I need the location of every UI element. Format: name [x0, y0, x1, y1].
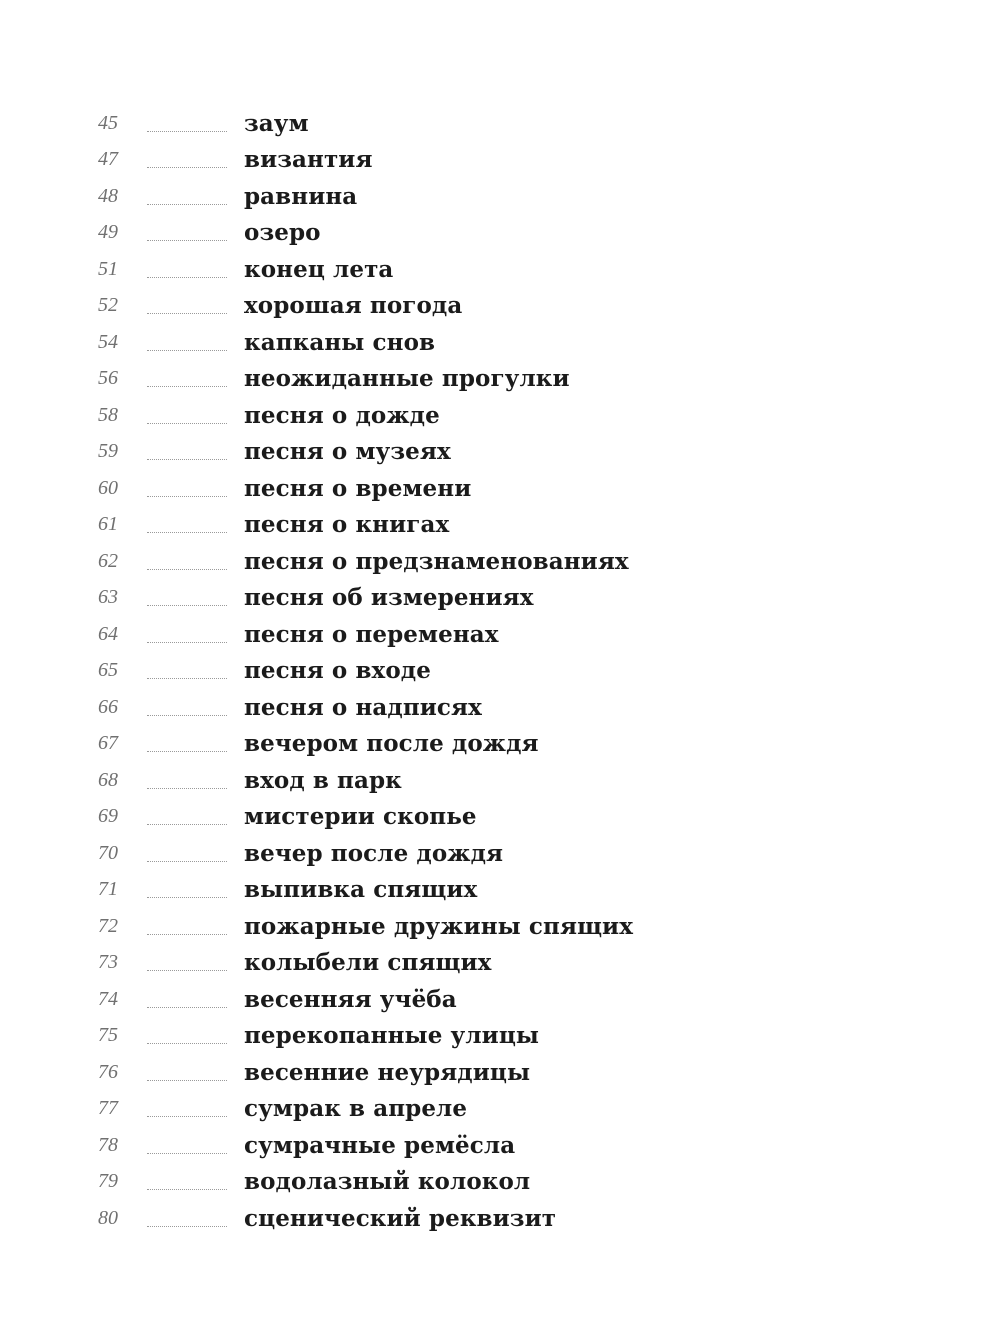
- page-number: 56: [98, 367, 118, 390]
- entry-title: выпивка спящих: [244, 876, 478, 904]
- entry-title: сценический реквизит: [244, 1204, 557, 1232]
- dotted-leader: [147, 1189, 227, 1190]
- page-number: 63: [98, 586, 118, 609]
- dotted-leader: [147, 532, 227, 533]
- dotted-leader: [147, 751, 227, 752]
- entry-title: хорошая погода: [244, 292, 463, 320]
- toc-entry: [0, 726, 1000, 763]
- entry-title: колыбели спящих: [244, 949, 492, 977]
- toc-entry: [0, 543, 1000, 580]
- page-number: 60: [98, 476, 118, 499]
- page-number: 64: [98, 622, 118, 645]
- toc-entry: [0, 1200, 1000, 1237]
- page-number: 74: [98, 987, 118, 1010]
- toc-entry: [0, 762, 1000, 799]
- page-number: 77: [98, 1097, 118, 1120]
- toc-entry: [0, 689, 1000, 726]
- entry-title: песня о времени: [244, 474, 472, 502]
- page-number: 45: [98, 111, 118, 134]
- entry-title: песня о надписях: [244, 693, 482, 721]
- dotted-leader: [147, 1007, 227, 1008]
- entry-title: песня об измерениях: [244, 584, 534, 612]
- dotted-leader: [147, 167, 227, 168]
- dotted-leader: [147, 240, 227, 241]
- entry-title: весенние неурядицы: [244, 1058, 531, 1086]
- toc-entry: [0, 616, 1000, 653]
- toc-entry: [0, 1127, 1000, 1164]
- page-number: 66: [98, 695, 118, 718]
- entry-title: перекопанные улицы: [244, 1022, 540, 1050]
- entry-title: песня о предзнаменованиях: [244, 547, 629, 575]
- toc-entry: [0, 580, 1000, 617]
- page-number: 68: [98, 768, 118, 791]
- toc-entry: [0, 872, 1000, 909]
- toc-entry: [0, 945, 1000, 982]
- entry-title: неожиданные прогулки: [244, 365, 570, 393]
- page-number: 70: [98, 841, 118, 864]
- dotted-leader: [147, 934, 227, 935]
- dotted-leader: [147, 386, 227, 387]
- dotted-leader: [147, 642, 227, 643]
- dotted-leader: [147, 897, 227, 898]
- entry-title: песня о входе: [244, 657, 431, 685]
- page-number: 67: [98, 732, 118, 755]
- dotted-leader: [147, 496, 227, 497]
- dotted-leader: [147, 131, 227, 132]
- toc-entry: [0, 434, 1000, 471]
- page-number: 72: [98, 914, 118, 937]
- page-number: 76: [98, 1060, 118, 1083]
- toc-entry: [0, 1164, 1000, 1201]
- page-number: 47: [98, 148, 118, 171]
- entry-title: песня о переменах: [244, 620, 499, 648]
- toc-entry: [0, 142, 1000, 179]
- toc-entry: [0, 981, 1000, 1018]
- page-number: 65: [98, 659, 118, 682]
- page-number: 79: [98, 1170, 118, 1193]
- dotted-leader: [147, 605, 227, 606]
- entry-title: озеро: [244, 219, 321, 247]
- toc-entry: [0, 507, 1000, 544]
- toc-entry: [0, 835, 1000, 872]
- toc-entry: [0, 324, 1000, 361]
- dotted-leader: [147, 788, 227, 789]
- toc-entry: [0, 397, 1000, 434]
- entry-title: сумрачные ремёсла: [244, 1131, 516, 1159]
- entry-title: водолазный колокол: [244, 1168, 531, 1196]
- dotted-leader: [147, 350, 227, 351]
- toc-entry: [0, 1054, 1000, 1091]
- entry-title: сумрак в апреле: [244, 1095, 468, 1123]
- page-number: 52: [98, 294, 118, 317]
- entry-title: заум: [244, 109, 309, 137]
- dotted-leader: [147, 277, 227, 278]
- toc-entry: [0, 178, 1000, 215]
- toc-entry: [0, 288, 1000, 325]
- page-number: 73: [98, 951, 118, 974]
- toc-entry: [0, 251, 1000, 288]
- entry-title: мистерии скопье: [244, 803, 477, 831]
- dotted-leader: [147, 861, 227, 862]
- page-number: 61: [98, 513, 118, 536]
- dotted-leader: [147, 423, 227, 424]
- toc-entry: [0, 215, 1000, 252]
- toc-entry: [0, 908, 1000, 945]
- entry-title: вечером после дождя: [244, 730, 539, 758]
- dotted-leader: [147, 1226, 227, 1227]
- entry-title: весенняя учёба: [244, 985, 457, 1013]
- entry-title: конец лета: [244, 255, 394, 283]
- toc-entry: [0, 1018, 1000, 1055]
- entry-title: византия: [244, 146, 373, 174]
- dotted-leader: [147, 1116, 227, 1117]
- entry-title: пожарные дружины спящих: [244, 912, 634, 940]
- page-number: 49: [98, 221, 118, 244]
- dotted-leader: [147, 1153, 227, 1154]
- dotted-leader: [147, 678, 227, 679]
- page-number: 62: [98, 549, 118, 572]
- toc-entry: [0, 799, 1000, 836]
- dotted-leader: [147, 569, 227, 570]
- toc-entry: [0, 470, 1000, 507]
- entry-title: песня о дожде: [244, 401, 440, 429]
- dotted-leader: [147, 459, 227, 460]
- page-number: 71: [98, 878, 118, 901]
- page-number: 51: [98, 257, 118, 280]
- page-number: 58: [98, 403, 118, 426]
- dotted-leader: [147, 824, 227, 825]
- entry-title: вечер после дождя: [244, 839, 504, 867]
- page-number: 54: [98, 330, 118, 353]
- page-number: 59: [98, 440, 118, 463]
- dotted-leader: [147, 1043, 227, 1044]
- page-number: 80: [98, 1206, 118, 1229]
- entry-title: песня о книгах: [244, 511, 450, 539]
- table-of-contents: [0, 105, 1000, 1237]
- toc-entry: [0, 653, 1000, 690]
- entry-title: капканы снов: [244, 328, 436, 356]
- page-number: 75: [98, 1024, 118, 1047]
- dotted-leader: [147, 970, 227, 971]
- dotted-leader: [147, 715, 227, 716]
- page-number: 69: [98, 805, 118, 828]
- toc-entry: [0, 1091, 1000, 1128]
- toc-entry: [0, 105, 1000, 142]
- entry-title: вход в парк: [244, 766, 402, 794]
- page-number: 48: [98, 184, 118, 207]
- entry-title: песня о музеях: [244, 438, 451, 466]
- dotted-leader: [147, 204, 227, 205]
- entry-title: равнина: [244, 182, 358, 210]
- toc-entry: [0, 361, 1000, 398]
- page-number: 78: [98, 1133, 118, 1156]
- dotted-leader: [147, 313, 227, 314]
- dotted-leader: [147, 1080, 227, 1081]
